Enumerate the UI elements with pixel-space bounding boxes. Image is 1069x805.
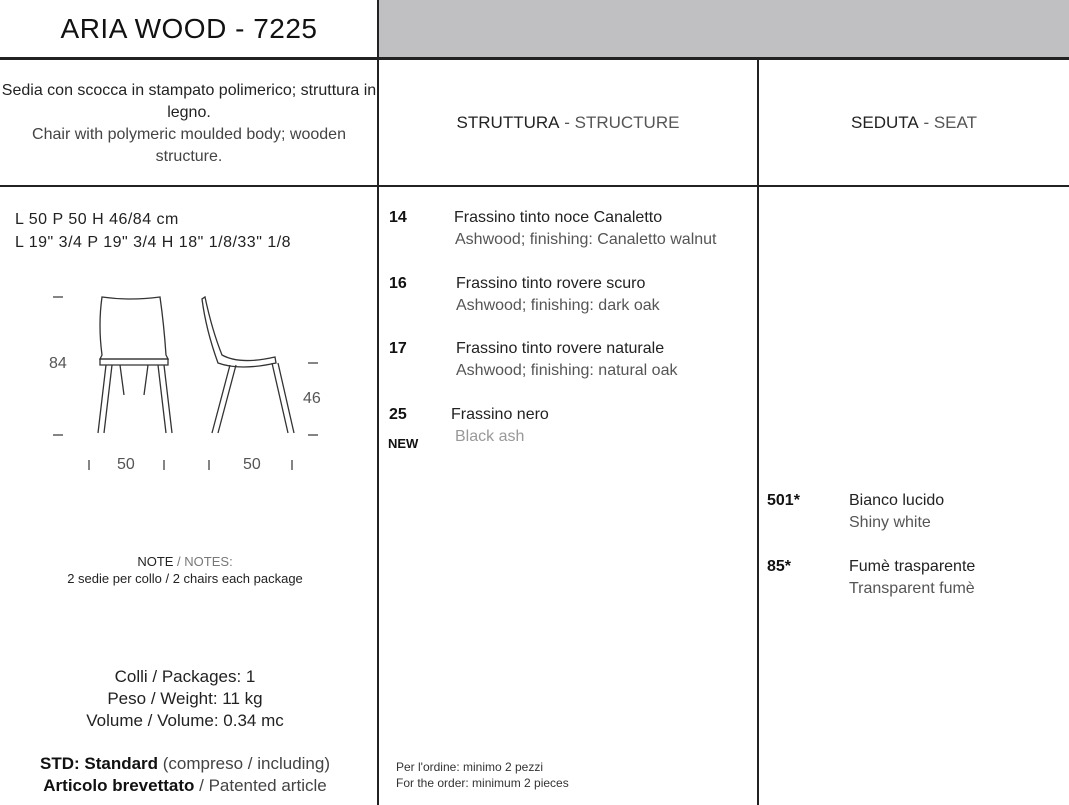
dimensions-metric: L 50 P 50 H 46/84 cm — [15, 211, 179, 228]
packaging-info — [0, 666, 370, 732]
structure-heading — [379, 60, 757, 186]
patent-line — [0, 775, 370, 797]
finish-code: 14 — [389, 209, 407, 226]
package-volume: Volume / Volume: 0.34 mc — [86, 711, 284, 730]
notes-label-en: NOTES: — [184, 554, 233, 569]
notes-label — [0, 553, 370, 570]
notes-separator: / — [173, 554, 185, 569]
description-it: Sedia con scocca in stampato polimerico; struttura in legno. — [1, 82, 377, 121]
finish-code: 16 — [389, 275, 407, 292]
finish-name-it: Frassino tinto rovere scuro — [456, 275, 646, 292]
packages-count: Colli / Packages: 1 — [114, 667, 256, 686]
chair-side-view — [202, 297, 294, 433]
seat-heading-en: SEAT — [933, 113, 977, 132]
finish-name-en: Ashwood; finishing: natural oak — [456, 362, 678, 379]
dim-side-width: 50 — [243, 456, 261, 473]
dimensions — [15, 208, 291, 254]
finish-name-it: Fumè trasparente — [849, 558, 976, 575]
chair-front-view — [98, 297, 172, 433]
heading-separator: - — [918, 113, 934, 132]
notes-label-it: NOTE — [137, 554, 174, 569]
finish-name-en: Ashwood; finishing: Canaletto walnut — [455, 231, 717, 248]
standard-info — [0, 753, 370, 797]
standard-label: STD: Standard — [39, 754, 159, 773]
finish-name-en: Black ash — [455, 428, 525, 445]
new-badge: NEW — [388, 436, 419, 451]
dim-total-height: 84 — [49, 355, 67, 372]
notes-text: 2 sedie per collo / 2 chairs each package — [67, 571, 303, 586]
standard-line — [0, 753, 370, 775]
finish-name-it: Frassino nero — [451, 406, 549, 423]
chair-drawing — [40, 285, 340, 480]
order-minimum-en: For the order: minimum 2 pieces — [396, 776, 569, 790]
finish-name-en: Ashwood; finishing: dark oak — [456, 297, 660, 314]
product-description — [0, 80, 378, 168]
finish-code: 17 — [389, 340, 407, 357]
seat-heading — [759, 60, 1069, 186]
finish-name-it: Frassino tinto rovere naturale — [456, 340, 665, 357]
heading-separator: - — [559, 113, 575, 132]
standard-detail: (compreso / including) — [158, 754, 331, 773]
dimensions-imperial: L 19" 3/4 P 19" 3/4 H 18" 1/8/33" 1/8 — [15, 234, 292, 251]
patent-detail: / Patented article — [194, 776, 327, 795]
finish-code: 501* — [767, 492, 800, 509]
patent-label: Articolo brevettato — [43, 776, 195, 795]
description-en: Chair with polymeric moulded body; wooden structure. — [32, 126, 346, 165]
finish-code: 25 — [389, 406, 407, 423]
finish-name-en: Transparent fumè — [849, 580, 975, 597]
notes — [0, 553, 370, 587]
finish-code: 85* — [767, 558, 792, 575]
finish-name-it: Frassino tinto noce Canaletto — [454, 209, 663, 226]
finish-name-it: Bianco lucido — [849, 492, 945, 509]
finish-name-en: Shiny white — [849, 514, 931, 531]
structure-heading-en: STRUCTURE — [574, 113, 680, 132]
order-minimum-it: Per l'ordine: minimo 2 pezzi — [396, 760, 544, 774]
header-band — [379, 0, 1069, 57]
order-minimum — [396, 759, 569, 791]
package-weight: Peso / Weight: 11 kg — [107, 689, 263, 708]
dim-front-width: 50 — [117, 456, 135, 473]
structure-heading-it: STRUTTURA — [456, 113, 560, 132]
dim-seat-height: 46 — [303, 390, 321, 407]
seat-heading-it: SEDUTA — [851, 113, 919, 132]
product-title: ARIA WOOD - 7225 — [60, 12, 318, 44]
